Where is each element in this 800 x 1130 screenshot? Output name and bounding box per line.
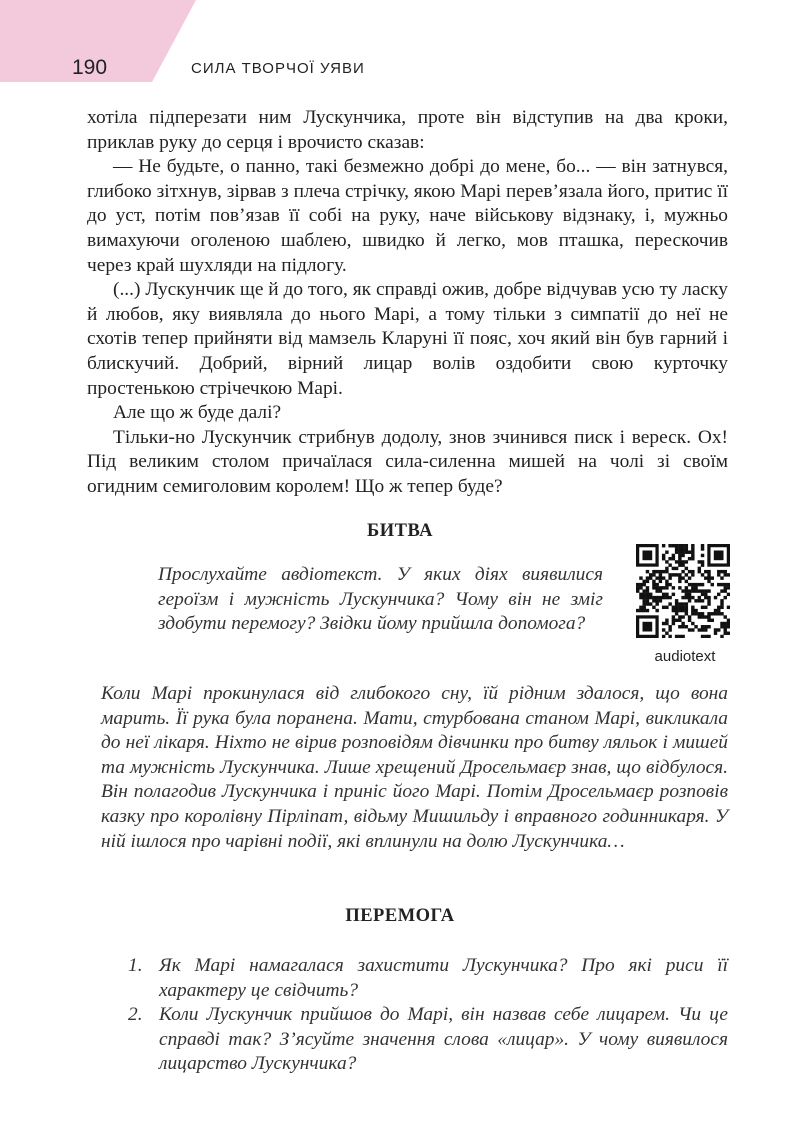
qr-code-label: audiotext	[654, 648, 716, 665]
story-text	[87, 106, 728, 500]
running-title: СИЛА ТВОРЧОЇ УЯВИ	[191, 60, 365, 77]
story-paragraph: (...) Лускунчик ще й до того, як справді ожив, добре відчував усю ту ласку й любов, яку виявляла до нього Марі, а тому тільки з симпатії до неї не схотів тепер прийняти від мамзель Кларуні її пояс, хоч який він був гарний і блискучий. Добрий, вірний лицар волів оздобити свою курточку простенькою стрічечкою Марі.	[87, 279, 728, 399]
question-item	[128, 954, 728, 1003]
audio-summary-text: Коли Марі прокинулася від глибокого сну, їй рідним здалося, що вона марить. Її рука була поранена. Мати, стурбована станом Марі, викликала до неї лікаря. Ніхто не вірив розповідям дівчинки про битву ляльок і мишей та мужність Лускунчика. Лише хрещений Дросельмаєр знав, що відбулося. Він полагодив Лускунчика і приніс його Марі. Потім Дросельмаєр розповів казку про королівну Пірліпат, відьму Мишильду і вправного годинникаря. У ній ішлося про чарівні події, які вплинули на долю Лускунчика…	[101, 683, 728, 852]
section-heading-victory: ПЕРЕМОГА	[345, 906, 455, 926]
page-number: 190	[72, 56, 108, 79]
story-paragraph: Тільки-но Лускунчик стрибнув додолу, знов зчинився писк і вереск. Ох! Під великим столом причаїлася сила-силенна мишей на чолі зі своїм огидним семиголовим королем! Що ж тепер буде?	[87, 426, 728, 497]
story-paragraph: Але що ж буде далі?	[113, 402, 282, 424]
question-list	[128, 954, 728, 1077]
qr-code-icon[interactable]	[636, 544, 730, 638]
section-heading-battle: БИТВА	[367, 521, 433, 541]
question-number: 1.	[128, 955, 143, 976]
question-number: 2.	[128, 1004, 143, 1026]
listening-task: Прослухайте авдіотекст. У яких діях виявилися героїзм і мужність Лускунчика? Чому він не зміг здобути перемогу? Звідки йому прийшла допомога?	[158, 564, 603, 635]
story-paragraph: — Не будьте, о панно, такі безмежно добрі до мене, бо... — він затнувся, глибоко зітхнув, зірвав з плеча стрічку, якою Марі перев’язала його, притис її до уст, потім пов’язав її собі на руку, наче військову відзнаку, і, мужньо вимахуючи оголеною шаблею, швидко й легко, мов пташка, перескочив через край шухляди на підлогу.	[87, 156, 728, 276]
story-paragraph: хотіла підперезати ним Лускунчика, проте він відступив на два кроки, приклав руку до серця і врочисто сказав:	[87, 107, 728, 153]
question-text: Коли Лускунчик прийшов до Марі, він назвав себе лицарем. Чи це справді так? З’ясуйте значення слова «лицар». У чому виявилося лицарство Лускунчика?	[159, 1004, 728, 1075]
question-item	[128, 1003, 728, 1077]
question-text: Як Марі намагалася захистити Лускунчика? Про які риси її характеру це свідчить?	[159, 955, 728, 1001]
